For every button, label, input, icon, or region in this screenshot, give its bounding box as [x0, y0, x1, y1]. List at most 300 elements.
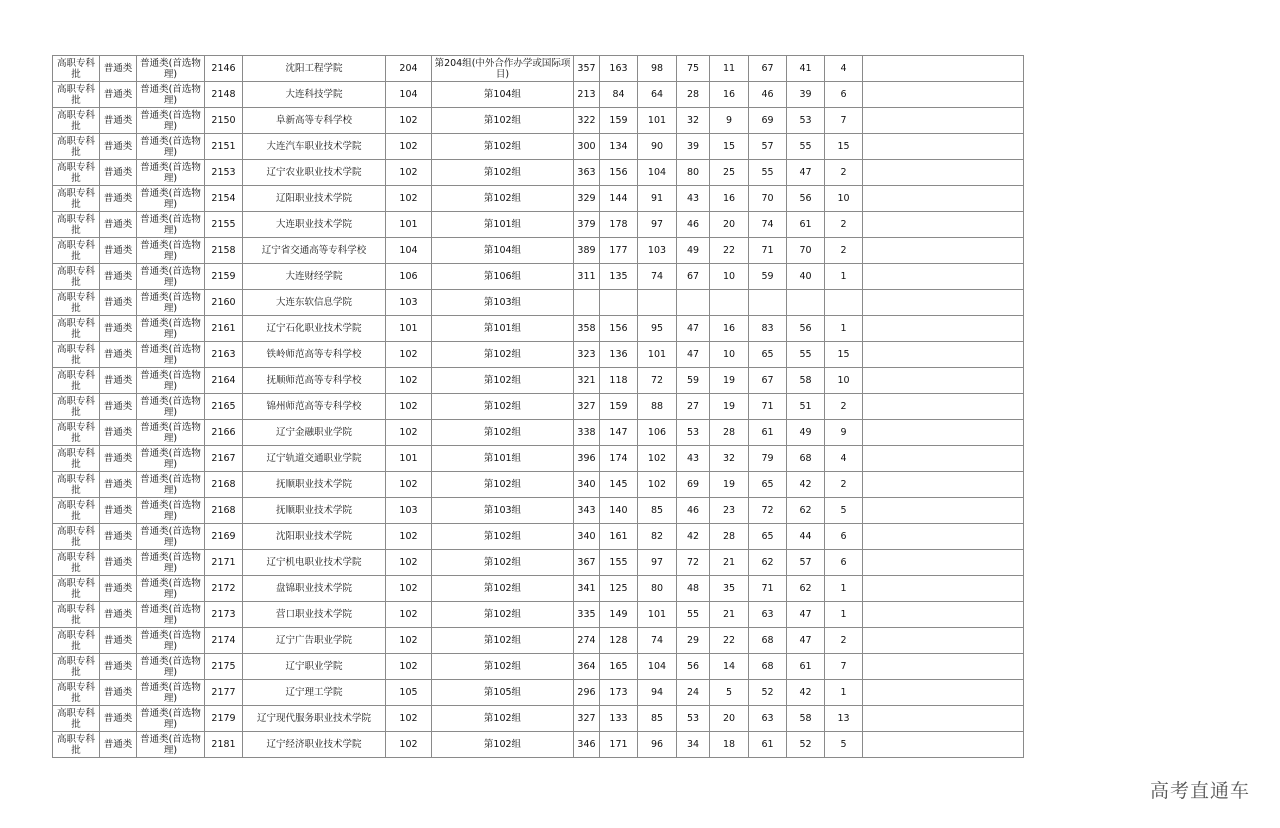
- value-cell: 102: [638, 472, 677, 498]
- value-cell: 156: [600, 316, 638, 342]
- value-cell: 18: [710, 732, 749, 758]
- school-code-cell: 2165: [205, 394, 243, 420]
- batch-cell: 高职专科批: [53, 212, 100, 238]
- table-row: [53, 524, 1024, 550]
- subject-cell: 普通类(首选物理): [137, 264, 205, 290]
- value-cell: 42: [677, 524, 710, 550]
- subject-cell: 普通类(首选物理): [137, 316, 205, 342]
- table-body: [53, 56, 1024, 758]
- value-cell: 72: [638, 368, 677, 394]
- value-cell: 2: [825, 628, 863, 654]
- value-cell: 24: [677, 680, 710, 706]
- value-cell: 13: [825, 706, 863, 732]
- extra-cell: [863, 732, 1024, 758]
- value-cell: 4: [825, 56, 863, 82]
- value-cell: 149: [600, 602, 638, 628]
- category-cell: 普通类: [100, 576, 137, 602]
- value-cell: 69: [677, 472, 710, 498]
- school-code-cell: 2169: [205, 524, 243, 550]
- value-cell: 68: [749, 654, 787, 680]
- table-row: [53, 134, 1024, 160]
- value-cell: 96: [638, 732, 677, 758]
- table-row: [53, 654, 1024, 680]
- category-cell: 普通类: [100, 420, 137, 446]
- group-name-cell: 第103组: [432, 498, 574, 524]
- value-cell: 19: [710, 368, 749, 394]
- table-row: [53, 186, 1024, 212]
- school-name-cell: 盘锦职业技术学院: [243, 576, 386, 602]
- value-cell: 147: [600, 420, 638, 446]
- value-cell: 321: [574, 368, 600, 394]
- value-cell: 43: [677, 186, 710, 212]
- batch-cell: 高职专科批: [53, 82, 100, 108]
- value-cell: 28: [710, 420, 749, 446]
- subject-cell: 普通类(首选物理): [137, 550, 205, 576]
- school-code-cell: 2164: [205, 368, 243, 394]
- value-cell: 57: [749, 134, 787, 160]
- value-cell: 46: [749, 82, 787, 108]
- value-cell: 159: [600, 108, 638, 134]
- group-name-cell: 第102组: [432, 576, 574, 602]
- subject-cell: 普通类(首选物理): [137, 628, 205, 654]
- value-cell: 75: [677, 56, 710, 82]
- group-code-cell: 101: [386, 446, 432, 472]
- school-name-cell: 沈阳职业技术学院: [243, 524, 386, 550]
- value-cell: 68: [749, 628, 787, 654]
- value-cell: 35: [710, 576, 749, 602]
- value-cell: [638, 290, 677, 316]
- table-row: [53, 56, 1024, 82]
- school-name-cell: 辽宁经济职业技术学院: [243, 732, 386, 758]
- value-cell: 61: [749, 732, 787, 758]
- value-cell: 363: [574, 160, 600, 186]
- category-cell: 普通类: [100, 472, 137, 498]
- value-cell: 80: [677, 160, 710, 186]
- value-cell: 357: [574, 56, 600, 82]
- value-cell: 56: [787, 316, 825, 342]
- value-cell: 103: [638, 238, 677, 264]
- group-code-cell: 102: [386, 134, 432, 160]
- table-row: [53, 394, 1024, 420]
- value-cell: 53: [787, 108, 825, 134]
- value-cell: [677, 290, 710, 316]
- school-name-cell: 辽宁广告职业学院: [243, 628, 386, 654]
- value-cell: 47: [787, 628, 825, 654]
- value-cell: 7: [825, 108, 863, 134]
- group-code-cell: 102: [386, 654, 432, 680]
- subject-cell: 普通类(首选物理): [137, 212, 205, 238]
- subject-cell: 普通类(首选物理): [137, 654, 205, 680]
- batch-cell: 高职专科批: [53, 550, 100, 576]
- group-name-cell: 第102组: [432, 602, 574, 628]
- school-name-cell: 大连东软信息学院: [243, 290, 386, 316]
- school-code-cell: 2171: [205, 550, 243, 576]
- value-cell: 47: [787, 160, 825, 186]
- value-cell: 28: [710, 524, 749, 550]
- value-cell: 82: [638, 524, 677, 550]
- value-cell: 156: [600, 160, 638, 186]
- value-cell: 118: [600, 368, 638, 394]
- school-code-cell: 2167: [205, 446, 243, 472]
- category-cell: 普通类: [100, 108, 137, 134]
- group-name-cell: 第102组: [432, 420, 574, 446]
- school-name-cell: 辽宁农业职业技术学院: [243, 160, 386, 186]
- batch-cell: 高职专科批: [53, 524, 100, 550]
- watermark-text: 高考直通车: [1149, 780, 1250, 802]
- value-cell: 49: [787, 420, 825, 446]
- value-cell: 140: [600, 498, 638, 524]
- value-cell: 1: [825, 680, 863, 706]
- extra-cell: [863, 654, 1024, 680]
- value-cell: 98: [638, 56, 677, 82]
- value-cell: 97: [638, 212, 677, 238]
- value-cell: 44: [787, 524, 825, 550]
- value-cell: 64: [638, 82, 677, 108]
- value-cell: 396: [574, 446, 600, 472]
- value-cell: 56: [677, 654, 710, 680]
- extra-cell: [863, 498, 1024, 524]
- group-code-cell: 102: [386, 108, 432, 134]
- group-name-cell: 第101组: [432, 446, 574, 472]
- batch-cell: 高职专科批: [53, 628, 100, 654]
- value-cell: 296: [574, 680, 600, 706]
- value-cell: 74: [749, 212, 787, 238]
- value-cell: 367: [574, 550, 600, 576]
- value-cell: 48: [677, 576, 710, 602]
- subject-cell: 普通类(首选物理): [137, 732, 205, 758]
- table-row: [53, 238, 1024, 264]
- value-cell: 43: [677, 446, 710, 472]
- subject-cell: 普通类(首选物理): [137, 446, 205, 472]
- value-cell: 67: [749, 56, 787, 82]
- group-name-cell: 第102组: [432, 732, 574, 758]
- group-code-cell: 102: [386, 706, 432, 732]
- value-cell: 39: [787, 82, 825, 108]
- category-cell: 普通类: [100, 186, 137, 212]
- value-cell: 364: [574, 654, 600, 680]
- extra-cell: [863, 368, 1024, 394]
- value-cell: 16: [710, 82, 749, 108]
- value-cell: 91: [638, 186, 677, 212]
- group-code-cell: 102: [386, 394, 432, 420]
- batch-cell: 高职专科批: [53, 342, 100, 368]
- group-code-cell: 105: [386, 680, 432, 706]
- batch-cell: 高职专科批: [53, 238, 100, 264]
- value-cell: 15: [825, 134, 863, 160]
- group-name-cell: 第102组: [432, 628, 574, 654]
- value-cell: 23: [710, 498, 749, 524]
- school-name-cell: 抚顺职业技术学院: [243, 472, 386, 498]
- extra-cell: [863, 108, 1024, 134]
- value-cell: 34: [677, 732, 710, 758]
- school-name-cell: 辽宁理工学院: [243, 680, 386, 706]
- batch-cell: 高职专科批: [53, 654, 100, 680]
- group-name-cell: 第105组: [432, 680, 574, 706]
- value-cell: 5: [825, 732, 863, 758]
- subject-cell: 普通类(首选物理): [137, 82, 205, 108]
- school-name-cell: 大连职业技术学院: [243, 212, 386, 238]
- school-name-cell: 铁岭师范高等专科学校: [243, 342, 386, 368]
- batch-cell: 高职专科批: [53, 108, 100, 134]
- group-code-cell: 102: [386, 368, 432, 394]
- category-cell: 普通类: [100, 56, 137, 82]
- value-cell: 62: [749, 550, 787, 576]
- subject-cell: 普通类(首选物理): [137, 576, 205, 602]
- school-code-cell: 2177: [205, 680, 243, 706]
- value-cell: 71: [749, 576, 787, 602]
- value-cell: 389: [574, 238, 600, 264]
- table-row: [53, 368, 1024, 394]
- value-cell: 340: [574, 524, 600, 550]
- subject-cell: 普通类(首选物理): [137, 420, 205, 446]
- value-cell: 323: [574, 342, 600, 368]
- school-name-cell: 大连科技学院: [243, 82, 386, 108]
- extra-cell: [863, 56, 1024, 82]
- value-cell: 2: [825, 394, 863, 420]
- group-name-cell: 第102组: [432, 134, 574, 160]
- table-row: [53, 550, 1024, 576]
- group-code-cell: 102: [386, 186, 432, 212]
- school-name-cell: 辽宁石化职业技术学院: [243, 316, 386, 342]
- school-name-cell: 辽宁金融职业学院: [243, 420, 386, 446]
- batch-cell: 高职专科批: [53, 706, 100, 732]
- value-cell: 177: [600, 238, 638, 264]
- extra-cell: [863, 550, 1024, 576]
- value-cell: 95: [638, 316, 677, 342]
- category-cell: 普通类: [100, 446, 137, 472]
- value-cell: 53: [677, 706, 710, 732]
- category-cell: 普通类: [100, 394, 137, 420]
- value-cell: 67: [749, 368, 787, 394]
- subject-cell: 普通类(首选物理): [137, 134, 205, 160]
- category-cell: 普通类: [100, 238, 137, 264]
- value-cell: 104: [638, 160, 677, 186]
- batch-cell: 高职专科批: [53, 160, 100, 186]
- value-cell: 11: [710, 56, 749, 82]
- subject-cell: 普通类(首选物理): [137, 498, 205, 524]
- subject-cell: 普通类(首选物理): [137, 238, 205, 264]
- category-cell: 普通类: [100, 368, 137, 394]
- category-cell: 普通类: [100, 160, 137, 186]
- group-name-cell: 第104组: [432, 238, 574, 264]
- value-cell: 136: [600, 342, 638, 368]
- category-cell: 普通类: [100, 498, 137, 524]
- value-cell: 9: [710, 108, 749, 134]
- value-cell: 47: [677, 316, 710, 342]
- batch-cell: 高职专科批: [53, 472, 100, 498]
- value-cell: 6: [825, 82, 863, 108]
- value-cell: 1: [825, 576, 863, 602]
- value-cell: 322: [574, 108, 600, 134]
- table-row: [53, 706, 1024, 732]
- value-cell: [574, 290, 600, 316]
- batch-cell: 高职专科批: [53, 498, 100, 524]
- group-name-cell: 第103组: [432, 290, 574, 316]
- batch-cell: 高职专科批: [53, 368, 100, 394]
- school-name-cell: 大连汽车职业技术学院: [243, 134, 386, 160]
- subject-cell: 普通类(首选物理): [137, 56, 205, 82]
- subject-cell: 普通类(首选物理): [137, 680, 205, 706]
- group-code-cell: 102: [386, 602, 432, 628]
- category-cell: 普通类: [100, 524, 137, 550]
- school-name-cell: 辽阳职业技术学院: [243, 186, 386, 212]
- batch-cell: 高职专科批: [53, 56, 100, 82]
- category-cell: 普通类: [100, 550, 137, 576]
- table-row: [53, 472, 1024, 498]
- extra-cell: [863, 628, 1024, 654]
- value-cell: 65: [749, 342, 787, 368]
- batch-cell: 高职专科批: [53, 394, 100, 420]
- value-cell: 341: [574, 576, 600, 602]
- school-name-cell: 阜新高等专科学校: [243, 108, 386, 134]
- value-cell: [787, 290, 825, 316]
- value-cell: 1: [825, 316, 863, 342]
- group-name-cell: 第102组: [432, 368, 574, 394]
- table-row: [53, 446, 1024, 472]
- category-cell: 普通类: [100, 212, 137, 238]
- value-cell: 346: [574, 732, 600, 758]
- batch-cell: 高职专科批: [53, 290, 100, 316]
- extra-cell: [863, 342, 1024, 368]
- table-row: [53, 108, 1024, 134]
- value-cell: 16: [710, 316, 749, 342]
- school-name-cell: 辽宁轨道交通职业学院: [243, 446, 386, 472]
- value-cell: 88: [638, 394, 677, 420]
- value-cell: 327: [574, 394, 600, 420]
- value-cell: [710, 290, 749, 316]
- group-name-cell: 第102组: [432, 550, 574, 576]
- value-cell: 59: [749, 264, 787, 290]
- value-cell: 58: [787, 368, 825, 394]
- value-cell: 65: [749, 524, 787, 550]
- extra-cell: [863, 82, 1024, 108]
- category-cell: 普通类: [100, 706, 137, 732]
- group-code-cell: 103: [386, 290, 432, 316]
- school-name-cell: 沈阳工程学院: [243, 56, 386, 82]
- group-code-cell: 102: [386, 732, 432, 758]
- value-cell: 55: [787, 134, 825, 160]
- value-cell: 134: [600, 134, 638, 160]
- value-cell: 20: [710, 706, 749, 732]
- value-cell: 10: [710, 342, 749, 368]
- school-code-cell: 2148: [205, 82, 243, 108]
- school-code-cell: 2179: [205, 706, 243, 732]
- value-cell: 29: [677, 628, 710, 654]
- value-cell: 55: [787, 342, 825, 368]
- admission-table: [52, 55, 1024, 758]
- value-cell: 52: [749, 680, 787, 706]
- extra-cell: [863, 524, 1024, 550]
- batch-cell: 高职专科批: [53, 732, 100, 758]
- value-cell: 300: [574, 134, 600, 160]
- value-cell: 32: [710, 446, 749, 472]
- subject-cell: 普通类(首选物理): [137, 394, 205, 420]
- school-code-cell: 2175: [205, 654, 243, 680]
- group-name-cell: 第104组: [432, 82, 574, 108]
- group-code-cell: 102: [386, 550, 432, 576]
- school-code-cell: 2168: [205, 472, 243, 498]
- value-cell: 55: [749, 160, 787, 186]
- batch-cell: 高职专科批: [53, 420, 100, 446]
- extra-cell: [863, 446, 1024, 472]
- school-name-cell: 抚顺师范高等专科学校: [243, 368, 386, 394]
- school-code-cell: 2168: [205, 498, 243, 524]
- value-cell: 2: [825, 160, 863, 186]
- school-code-cell: 2153: [205, 160, 243, 186]
- value-cell: 10: [825, 368, 863, 394]
- extra-cell: [863, 602, 1024, 628]
- value-cell: 65: [749, 472, 787, 498]
- value-cell: 329: [574, 186, 600, 212]
- batch-cell: 高职专科批: [53, 186, 100, 212]
- group-code-cell: 102: [386, 160, 432, 186]
- group-name-cell: 第102组: [432, 394, 574, 420]
- category-cell: 普通类: [100, 290, 137, 316]
- value-cell: 21: [710, 550, 749, 576]
- extra-cell: [863, 160, 1024, 186]
- value-cell: 63: [749, 602, 787, 628]
- value-cell: 106: [638, 420, 677, 446]
- group-code-cell: 102: [386, 342, 432, 368]
- value-cell: 46: [677, 212, 710, 238]
- table-row: [53, 498, 1024, 524]
- school-code-cell: 2173: [205, 602, 243, 628]
- group-name-cell: 第102组: [432, 160, 574, 186]
- value-cell: [600, 290, 638, 316]
- value-cell: 62: [787, 498, 825, 524]
- value-cell: 74: [638, 264, 677, 290]
- extra-cell: [863, 238, 1024, 264]
- subject-cell: 普通类(首选物理): [137, 602, 205, 628]
- group-name-cell: 第106组: [432, 264, 574, 290]
- value-cell: 145: [600, 472, 638, 498]
- table-row: [53, 316, 1024, 342]
- value-cell: 70: [749, 186, 787, 212]
- value-cell: 27: [677, 394, 710, 420]
- value-cell: 5: [825, 498, 863, 524]
- value-cell: 144: [600, 186, 638, 212]
- category-cell: 普通类: [100, 342, 137, 368]
- value-cell: 128: [600, 628, 638, 654]
- value-cell: 173: [600, 680, 638, 706]
- group-name-cell: 第102组: [432, 524, 574, 550]
- batch-cell: 高职专科批: [53, 316, 100, 342]
- extra-cell: [863, 472, 1024, 498]
- value-cell: 165: [600, 654, 638, 680]
- value-cell: 74: [638, 628, 677, 654]
- category-cell: 普通类: [100, 732, 137, 758]
- extra-cell: [863, 290, 1024, 316]
- value-cell: 1: [825, 264, 863, 290]
- extra-cell: [863, 186, 1024, 212]
- value-cell: 101: [638, 342, 677, 368]
- value-cell: 51: [787, 394, 825, 420]
- subject-cell: 普通类(首选物理): [137, 472, 205, 498]
- school-code-cell: 2160: [205, 290, 243, 316]
- value-cell: 163: [600, 56, 638, 82]
- value-cell: 340: [574, 472, 600, 498]
- school-code-cell: 2146: [205, 56, 243, 82]
- group-code-cell: 106: [386, 264, 432, 290]
- value-cell: 5: [710, 680, 749, 706]
- value-cell: 71: [749, 394, 787, 420]
- value-cell: 311: [574, 264, 600, 290]
- group-code-cell: 103: [386, 498, 432, 524]
- value-cell: 171: [600, 732, 638, 758]
- value-cell: 46: [677, 498, 710, 524]
- batch-cell: 高职专科批: [53, 134, 100, 160]
- category-cell: 普通类: [100, 628, 137, 654]
